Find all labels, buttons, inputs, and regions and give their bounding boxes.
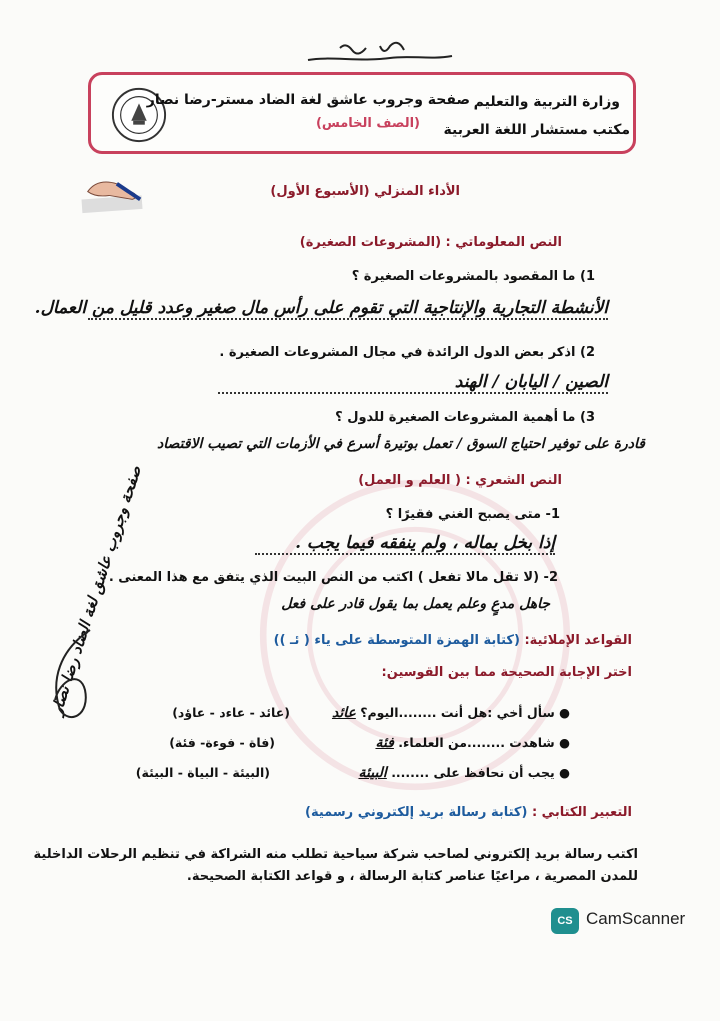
dictation-answer-2: فئة	[375, 735, 394, 751]
dictation-answer-3: البيئة	[358, 765, 387, 781]
informational-heading: النص المعلوماتي : (المشروعات الصغيرة)	[299, 235, 562, 250]
info-answer-1: الأنشطة التجارية والإنتاجية التي تقوم على رأس مال صغير وعدد قليل من العمال.	[34, 298, 608, 318]
top-signature	[300, 38, 460, 70]
writing-heading-topic: (كتابة رسالة بريد إلكتروني رسمية)	[305, 805, 528, 820]
writing-heading	[305, 805, 632, 820]
writing-hand-icon	[78, 172, 146, 216]
dictation-heading-topic: (كتابة الهمزة المتوسطة على ياء ( ئـ ))	[273, 633, 520, 648]
bullet-icon: ●	[554, 765, 570, 780]
dictation-item-3: ● يجب أن نحافظ على ........ البيئة	[358, 765, 570, 781]
writing-heading-label: التعبير الكتابي :	[531, 805, 632, 820]
margin-signature	[30, 620, 110, 730]
poetic-answer-1: إذا بخل بماله ، ولم ينفقه فيما يجب .	[255, 533, 555, 555]
dictation-options-1: (عائد - عاءد - عاؤد)	[172, 705, 290, 720]
poetic-question-1: 1- متى يصبح الغني فقيرًا ؟	[385, 507, 560, 522]
page-title: الأداء المنزلي (الأسبوع الأول)	[270, 184, 460, 199]
office-name: مكتب مستشار اللغة العربية	[443, 122, 630, 138]
poetic-answer-2: جاهل مدعٍ وعلم يعمل بما يقول قادر على فعل	[281, 596, 550, 612]
writing-task-line-1: اكتب رسالة بريد إلكتروني لصاحب شركة سياحية تطلب منه الشراكة في تنظيم الرحلات الداخلية	[33, 847, 638, 862]
info-question-3: 3) ما أهمية المشروعات الصغيرة للدول ؟	[335, 410, 595, 425]
poetic-question-2: 2- (لا تقل مالا تفعل ) اكتب من النص البيت الذي يتفق مع هذا المعنى .	[108, 570, 558, 585]
grade-label: (الصف الخامس)	[315, 116, 420, 131]
dictation-heading-label: القواعد الإملائية:	[524, 633, 632, 648]
info-question-2: 2) اذكر بعض الدول الرائدة في مجال المشروعات الصغيرة .	[219, 345, 595, 360]
info-question-1: 1) ما المقصود بالمشروعات الصغيرة ؟	[351, 269, 595, 284]
margin-note: صفحة وجروب عاشق لغة الضاد رضا نصار	[47, 463, 145, 717]
dictation-options-2: (فاة - فوءة- فئة)	[169, 735, 275, 750]
writing-task-line-2: للمدن المصرية ، مراعيًا عناصر كتابة الرسالة ، و قواعد الكتابة الصحيحة.	[186, 869, 638, 884]
poetic-heading: النص الشعري : ( العلم و العمل)	[358, 473, 562, 488]
page-credit: صفحة وجروب عاشق لغة الضاد مستر-رضا نصار	[146, 92, 470, 108]
dictation-instruction: اختر الإجابة الصحيحة مما بين القوسين:	[381, 665, 632, 680]
header-box	[88, 72, 636, 154]
camscanner-label: CamScanner	[586, 909, 686, 928]
bullet-icon: ●	[554, 735, 570, 750]
info-answer-3: قادرة على توفير احتياج السوق / تعمل بوتيرة أسرع في الأزمات التي تصيب الاقتصاد	[156, 436, 645, 452]
dictation-item-2: ● شاهدت ........من العلماء. فئة	[375, 735, 570, 751]
dictation-options-3: (البيئة - البياة - البيئة)	[135, 765, 270, 780]
dictation-answer-1: عائد	[331, 705, 356, 721]
camscanner-logo-icon: CS	[551, 908, 579, 934]
ministry-name: وزارة التربية والتعليم	[473, 94, 620, 110]
dictation-heading	[274, 633, 632, 648]
dictation-item-1: ● سأل أخي :هل أنت ........اليوم؟ عائد	[331, 705, 570, 721]
bullet-icon: ●	[554, 705, 570, 720]
info-answer-2: الصين / اليابان / الهند	[218, 372, 608, 394]
